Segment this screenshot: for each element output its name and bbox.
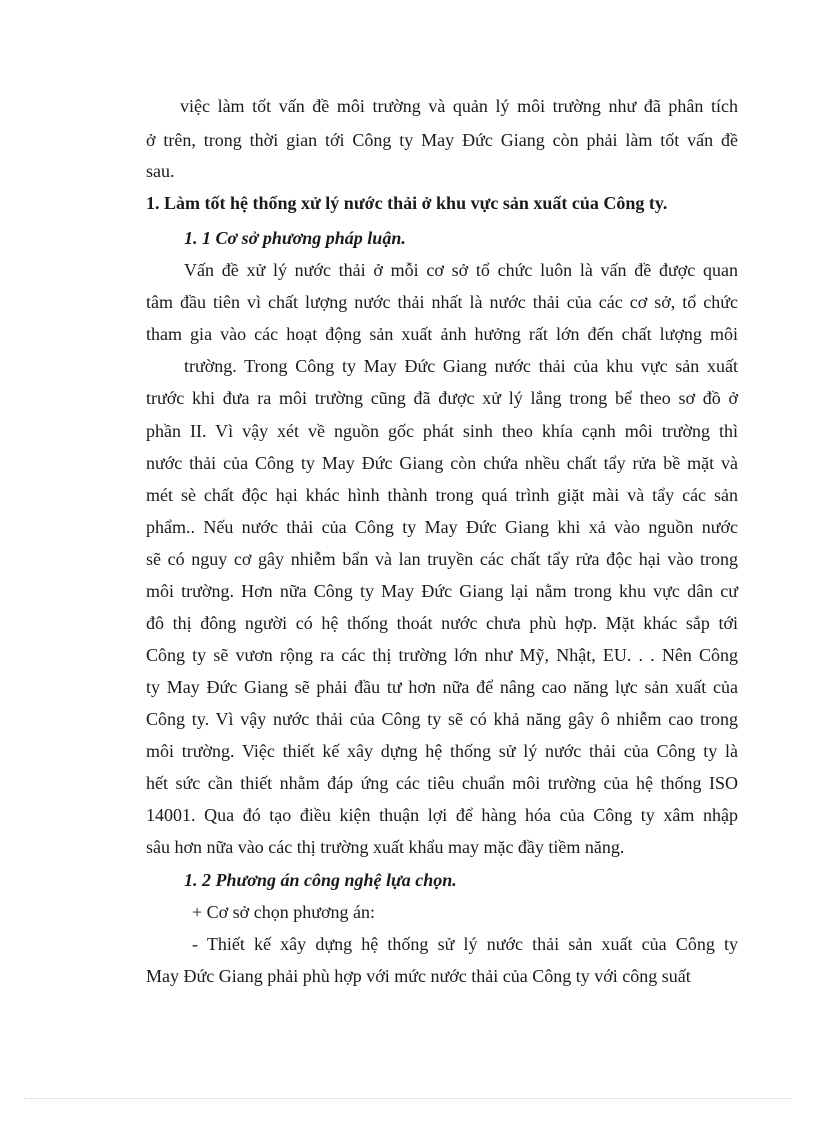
intro-line-1: việc làm tốt vấn đề môi trường và quản lý môi trường như đã phân tích	[180, 96, 738, 116]
basis-line-12: đô thị đông người có hệ thống thoát nước chưa phù hợp. Mặt khác sắp tới	[146, 613, 738, 633]
basis-line-3: tham gia vào các hoạt động sản xuất ảnh hưởng rất lớn đến chất lượng môi	[146, 324, 738, 344]
basis-line-11: môi trường. Hơn nữa Công ty May Đức Giang lại nằm trong khu vực dân cư	[146, 581, 738, 601]
basis-line-14: ty May Đức Giang sẽ phải đầu tư hơn nữa để nâng cao năng lực sản xuất của	[146, 677, 738, 697]
subheading-1-2: 1. 2 Phương án công nghệ lựa chọn.	[184, 870, 457, 890]
basis-line-9: phẩm.. Nếu nước thải của Công ty May Đức Giang khi xả vào nguồn nước	[146, 517, 738, 537]
section-heading-1: 1. Làm tốt hệ thống xử lý nước thải ở khu vực sản xuất của Công ty.	[146, 193, 668, 213]
basis-line-1: Vấn đề xử lý nước thải ở mỗi cơ sở tổ chức luôn là vấn đề được quan	[184, 260, 738, 280]
basis-line-6: phần II. Vì vậy xét về nguồn gốc phát sinh theo khía cạnh môi trường thì	[146, 421, 738, 441]
basis-line-4: trường. Trong Công ty May Đức Giang nước thải của khu vực sản xuất	[184, 356, 738, 376]
basis-line-13: Công ty sẽ vươn rộng ra các thị trường lớn như Mỹ, Nhật, EU. . . Nên Công	[146, 645, 738, 665]
intro-line-3: sau.	[146, 161, 175, 181]
basis-line-15: Công ty. Vì vậy nước thải của Công ty sẽ có khả năng gây ô nhiễm cao trong	[146, 709, 738, 729]
intro-line-2: ở trên, trong thời gian tới Công ty May Đức Giang còn phải làm tốt vấn đề	[146, 130, 738, 150]
basis-line-10: sẽ có nguy cơ gây nhiễm bẩn và lan truyền các chất tẩy rửa độc hại vào trong	[146, 549, 738, 569]
basis-line-18: 14001. Qua đó tạo điều kiện thuận lợi để hàng hóa của Công ty xâm nhập	[146, 805, 738, 825]
design-line-2: May Đức Giang phải phù hợp với mức nước thải của Công ty với công suất	[146, 966, 691, 986]
basis-line-8: mét sè chất độc hại khác hình thành trong quá trình giặt mài và tẩy các sản	[146, 485, 738, 505]
basis-line-19: sâu hơn nữa vào các thị trường xuất khẩu may mặc đầy tiềm năng.	[146, 837, 625, 857]
basis-line-7: nước thải của Công ty May Đức Giang còn chứa nhều chất tẩy rửa bề mặt và	[146, 453, 738, 473]
subheading-1-1: 1. 1 Cơ sở phương pháp luận.	[184, 228, 406, 248]
bullet-basis: + Cơ sở chọn phương án:	[192, 902, 375, 922]
design-line-1: - Thiết kế xây dựng hệ thống sử lý nước thải sản xuất của Công ty	[192, 934, 738, 954]
basis-line-17: hết sức cần thiết nhằm đáp ứng các tiêu chuẩn môi trường của hệ thống ISO	[146, 773, 738, 793]
basis-line-16: môi trường. Việc thiết kế xây dựng hệ thống sử lý nước thải của Công ty là	[146, 741, 738, 761]
basis-line-5: trước khi đưa ra môi trường cũng đã được xử lý lắng trong bể theo sơ đồ ở	[146, 388, 738, 408]
basis-line-2: tâm đầu tiên vì chất lượng nước thải nhất là nước thải của các cơ sở, tổ chức	[146, 292, 738, 312]
page-bottom-divider	[24, 1098, 792, 1099]
